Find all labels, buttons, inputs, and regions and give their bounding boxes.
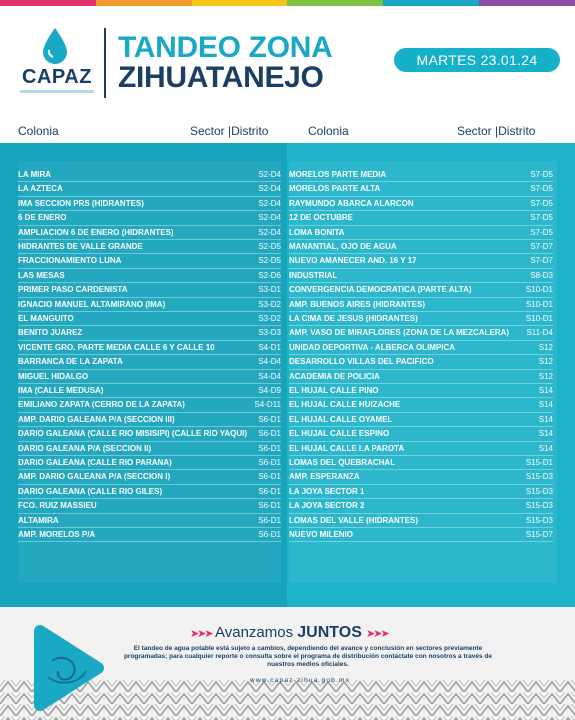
colonia-name: BARRANCA DE LA ZAPATA [18, 357, 123, 367]
table-row [18, 427, 281, 441]
table-row [289, 312, 553, 326]
colonia-name: DESARROLLO VILLAS DEL PACIFICO [289, 357, 434, 367]
table-row [289, 211, 553, 225]
sector-code: S4-D9 [258, 386, 281, 395]
table-row [289, 254, 553, 268]
sector-code: S2-D4 [258, 213, 281, 223]
sector-code: S6-D1 [258, 515, 281, 525]
colonia-name: CONVERGENCIA DEMOCRATICA (PARTE ALTA) [289, 285, 472, 295]
table-row [289, 182, 553, 196]
colonia-name: FCO. RUIZ MASSIEU [18, 501, 97, 511]
colonia-name: EL HUJAL CALLE OYAMEL [289, 414, 393, 424]
right-table-panel [287, 143, 575, 607]
table-row [18, 283, 281, 297]
sector-code: S15-D3 [525, 501, 553, 511]
table-row [18, 182, 281, 196]
colonia-name: LA AZTECA [18, 184, 63, 194]
website-link[interactable]: www.capaz-zihua.gob.mx [249, 677, 351, 684]
colonia-name: AMP. MORELOS P/A [18, 530, 96, 539]
water-drop-icon [40, 26, 70, 66]
sector-code: S4-D4 [258, 357, 281, 367]
table-row [18, 398, 281, 412]
colonia-name: RAYMUNDO ABARCA ALARCON [289, 198, 414, 208]
title-line-2: ZIHUATANEJO [118, 61, 324, 94]
slogan-prefix: Avanzamos [215, 624, 294, 641]
table-row [289, 269, 553, 283]
top-color-bar [0, 0, 575, 6]
sector-code: S10-D1 [525, 285, 553, 295]
colonia-name: BENITO JUAREZ [18, 328, 83, 338]
colonia-name: DARIO GALEANA (CALLE RIO PARANA) [18, 458, 172, 467]
colonia-name: ALTAMIRA [18, 515, 59, 525]
colonia-name: EL HUJAL CALLE ESPINO [289, 429, 390, 439]
colonia-name: LA JOYA SECTOR 1 [289, 486, 365, 496]
sector-code: S7-D5 [530, 170, 553, 179]
date-badge: MARTES 23.01.24 [394, 48, 560, 72]
sector-code: S7-D5 [530, 184, 553, 194]
sector-code: S12 [538, 371, 553, 381]
colonia-name: DARIO GALEANA (CALLE RIO MISISIPI) (CALLE RIO YAQUI) [18, 429, 248, 439]
title-line-1: TANDEO ZONA [118, 31, 333, 64]
table-row [289, 226, 553, 240]
table-row [18, 499, 281, 513]
table-row [289, 514, 553, 528]
sector-code: S3-D3 [258, 328, 281, 338]
page-title [118, 33, 332, 93]
right-sector-header: Sector |Distrito [457, 124, 536, 138]
table-row [18, 197, 281, 211]
table-row [289, 341, 553, 355]
colonia-name: AMP. DARIO GALEANA P/A (SECCION I) [18, 472, 171, 482]
colonia-name: DARIO GALEANA P/A (SECCION II) [18, 443, 152, 453]
chevrons-icon: ➤➤➤ [366, 628, 388, 640]
colonia-name: 12 DE OCTUBRE [289, 213, 354, 223]
sector-code: S8-D3 [530, 270, 553, 280]
sector-code: S6-D1 [258, 458, 281, 467]
colonia-name: FRACCIONAMIENTO LUNA [18, 256, 122, 266]
sector-code: S2-D6 [258, 270, 281, 280]
table-row [18, 514, 281, 528]
colonia-name: LOMAS DEL QUEBRACHAL [289, 458, 396, 467]
table-row [18, 341, 281, 355]
table-row [289, 470, 553, 484]
table-row [289, 197, 553, 211]
colonia-name: EL HUJAL CALLE PINO [289, 386, 379, 395]
colonia-name: EL MANGUITO [18, 314, 74, 323]
colonia-name: IMA SECCION PRS (HIDRANTES) [18, 198, 144, 208]
table-row [18, 326, 281, 340]
colonia-name: IGNACIO MANUEL ALTAMIRANO (IMA) [18, 299, 166, 309]
table-row [18, 240, 281, 254]
colonia-name: LA CIMA DE JESUS (HIDRANTES) [289, 314, 418, 323]
colonia-name: ACADEMIA DE POLICIA [289, 371, 380, 381]
table-row [18, 384, 281, 398]
table-row [289, 427, 553, 441]
colonia-name: AMP. DARIO GALEANA P/A (SECCION III) [18, 414, 175, 424]
colonia-name: MIGUEL HIDALGO [18, 371, 89, 381]
sector-code: S15-D3 [525, 486, 553, 496]
sector-code: S14 [538, 414, 553, 424]
sector-code: S2-D4 [258, 198, 281, 208]
sector-code: S11-D4 [526, 328, 553, 338]
colonia-name: NUEVO AMANECER AND. 16 Y 17 [289, 256, 417, 266]
table-row [18, 456, 281, 470]
footer-brand-icon [28, 621, 110, 715]
left-table-panel [0, 143, 287, 607]
colonia-name: LOMA BONITA [289, 227, 345, 237]
colonia-name: VICENTE GRO. PARTE MEDIA CALLE 6 Y CALLE 10 [18, 342, 215, 352]
footer [0, 607, 575, 720]
sector-code: S6-D1 [258, 501, 281, 511]
table-row [289, 398, 553, 412]
sector-code: S2-D4 [258, 184, 281, 194]
colonia-name: NUEVO MILENIO [289, 530, 354, 539]
left-sector-header: Sector |Distrito [190, 124, 269, 138]
colonia-name: MORELOS PARTE ALTA [289, 184, 381, 194]
header-divider [104, 28, 106, 98]
table-row [289, 456, 553, 470]
sector-code: S3-D2 [258, 314, 281, 323]
colonia-name: INDUSTRIAL [289, 270, 338, 280]
colonia-name: AMP. ESPERANZA [289, 472, 360, 482]
colonia-name: PRIMER PASO CARDENISTA [18, 285, 128, 295]
sector-code: S10-D1 [525, 314, 553, 323]
table-row [18, 269, 281, 283]
sector-code: S12 [538, 342, 553, 352]
colonia-name: MORELOS PARTE MEDIA [289, 170, 387, 179]
sector-code: S2-D4 [258, 170, 281, 179]
sector-code: S2-D5 [258, 256, 281, 266]
colonia-name: 6 DE ENERO [18, 213, 67, 223]
sector-code: S6-D1 [258, 429, 281, 439]
colonia-name: LAS MESAS [18, 270, 65, 280]
colonia-name: EMILIANO ZAPATA (CERRO DE LA ZAPATA) [18, 400, 185, 410]
colonia-name: AMP. BUENOS AIRES (HIDRANTES) [289, 299, 426, 309]
sector-code: S7-D7 [530, 242, 553, 251]
chevrons-icon: ➤➤➤ [190, 628, 212, 640]
sector-code: S6-D1 [258, 443, 281, 453]
table-row [289, 240, 553, 254]
colonia-name: EL HUJAL CALLE HUIZACHE [289, 400, 401, 410]
colonia-name: AMPLIACION 6 DE ENERO (HIDRANTES) [18, 227, 174, 237]
table-row [289, 283, 553, 297]
sector-code: S3-D1 [258, 285, 281, 295]
table-row [289, 355, 553, 369]
sector-code: S15-D3 [525, 472, 553, 482]
table-row [18, 370, 281, 384]
colonia-name: MANANTIAL, OJO DE AGUA [289, 242, 397, 251]
sector-code: S6-D1 [258, 472, 281, 482]
table-row [289, 168, 553, 182]
table-row [18, 470, 281, 484]
sector-code: S7-D5 [530, 213, 553, 223]
sector-code: S10-D1 [525, 299, 553, 309]
table-row [289, 485, 553, 499]
colonia-name: IMA (CALLE MEDUSA) [18, 386, 104, 395]
logo-text: CAPAZ [22, 66, 92, 88]
footer-notice: El tandeo de agua potable está sujeto a cambios, dependiendo del avance y conclusión en sectores previamente programadas; para cualquier reporte o consulta sobre el programa de distribución contáctate con nosotros a través de nuestros medios oficiales. [123, 645, 493, 668]
table-row [289, 298, 553, 312]
table-row [18, 298, 281, 312]
table-row [18, 355, 281, 369]
sector-code: S2-D5 [258, 242, 281, 251]
sector-code: S15-D7 [525, 530, 553, 539]
sector-code: S4-D11 [254, 400, 281, 410]
sector-code: S15-D3 [525, 515, 553, 525]
sector-code: S4-D1 [258, 342, 281, 352]
table-row [289, 413, 553, 427]
table-row [18, 226, 281, 240]
table-row [289, 499, 553, 513]
table-row [18, 254, 281, 268]
left-colonia-header: Colonia [18, 124, 59, 138]
sector-code: S4-D4 [258, 371, 281, 381]
sector-code: S7-D5 [530, 227, 553, 237]
sector-code: S12 [538, 357, 553, 367]
right-colonia-header: Colonia [308, 124, 349, 138]
colonia-name: LOMAS DEL VALLE (HIDRANTES) [289, 515, 419, 525]
table-row [289, 528, 553, 542]
table-row [18, 312, 281, 326]
sector-code: S14 [538, 400, 553, 410]
sector-code: S14 [538, 386, 553, 395]
colonia-name: HIDRANTES DE VALLE GRANDE [18, 242, 143, 251]
table-row [289, 326, 553, 340]
sector-code: S3-D2 [258, 299, 281, 309]
sector-code: S2-D4 [258, 227, 281, 237]
sector-code: S14 [538, 429, 553, 439]
table-row [18, 168, 281, 182]
slogan [190, 624, 388, 642]
colonia-name: AMP. VASO DE MIRAFLORES (ZONA DE LA MEZCALERA) [289, 328, 509, 338]
slogan-bold: JUNTOS [297, 624, 362, 641]
table-row [289, 370, 553, 384]
table-row [289, 442, 553, 456]
table-row [18, 413, 281, 427]
logo-underline [20, 90, 94, 93]
colonia-name: LA MIRA [18, 170, 52, 179]
table-row [18, 485, 281, 499]
sector-code: S7-D7 [530, 256, 553, 266]
colonia-name: LA JOYA SECTOR 2 [289, 501, 365, 511]
table-row [18, 442, 281, 456]
colonia-name: DARIO GALEANA (CALLE RIO GILES) [18, 486, 163, 496]
colonia-name: UNIDAD DEPORTIVA - ALBERCA OLIMPICA [289, 342, 456, 352]
sector-code: S6-D1 [258, 486, 281, 496]
sector-code: S7-D5 [530, 198, 553, 208]
table-row [289, 384, 553, 398]
colonia-name: EL HUJAL CALLE LA PAROTA [289, 443, 405, 453]
sector-code: S6-D1 [258, 530, 281, 539]
capaz-logo [18, 26, 102, 96]
sector-code: S6-D1 [258, 414, 281, 424]
table-row [18, 211, 281, 225]
sector-code: S15-D1 [525, 458, 553, 467]
table-row [18, 528, 281, 542]
sector-code: S14 [538, 443, 553, 453]
